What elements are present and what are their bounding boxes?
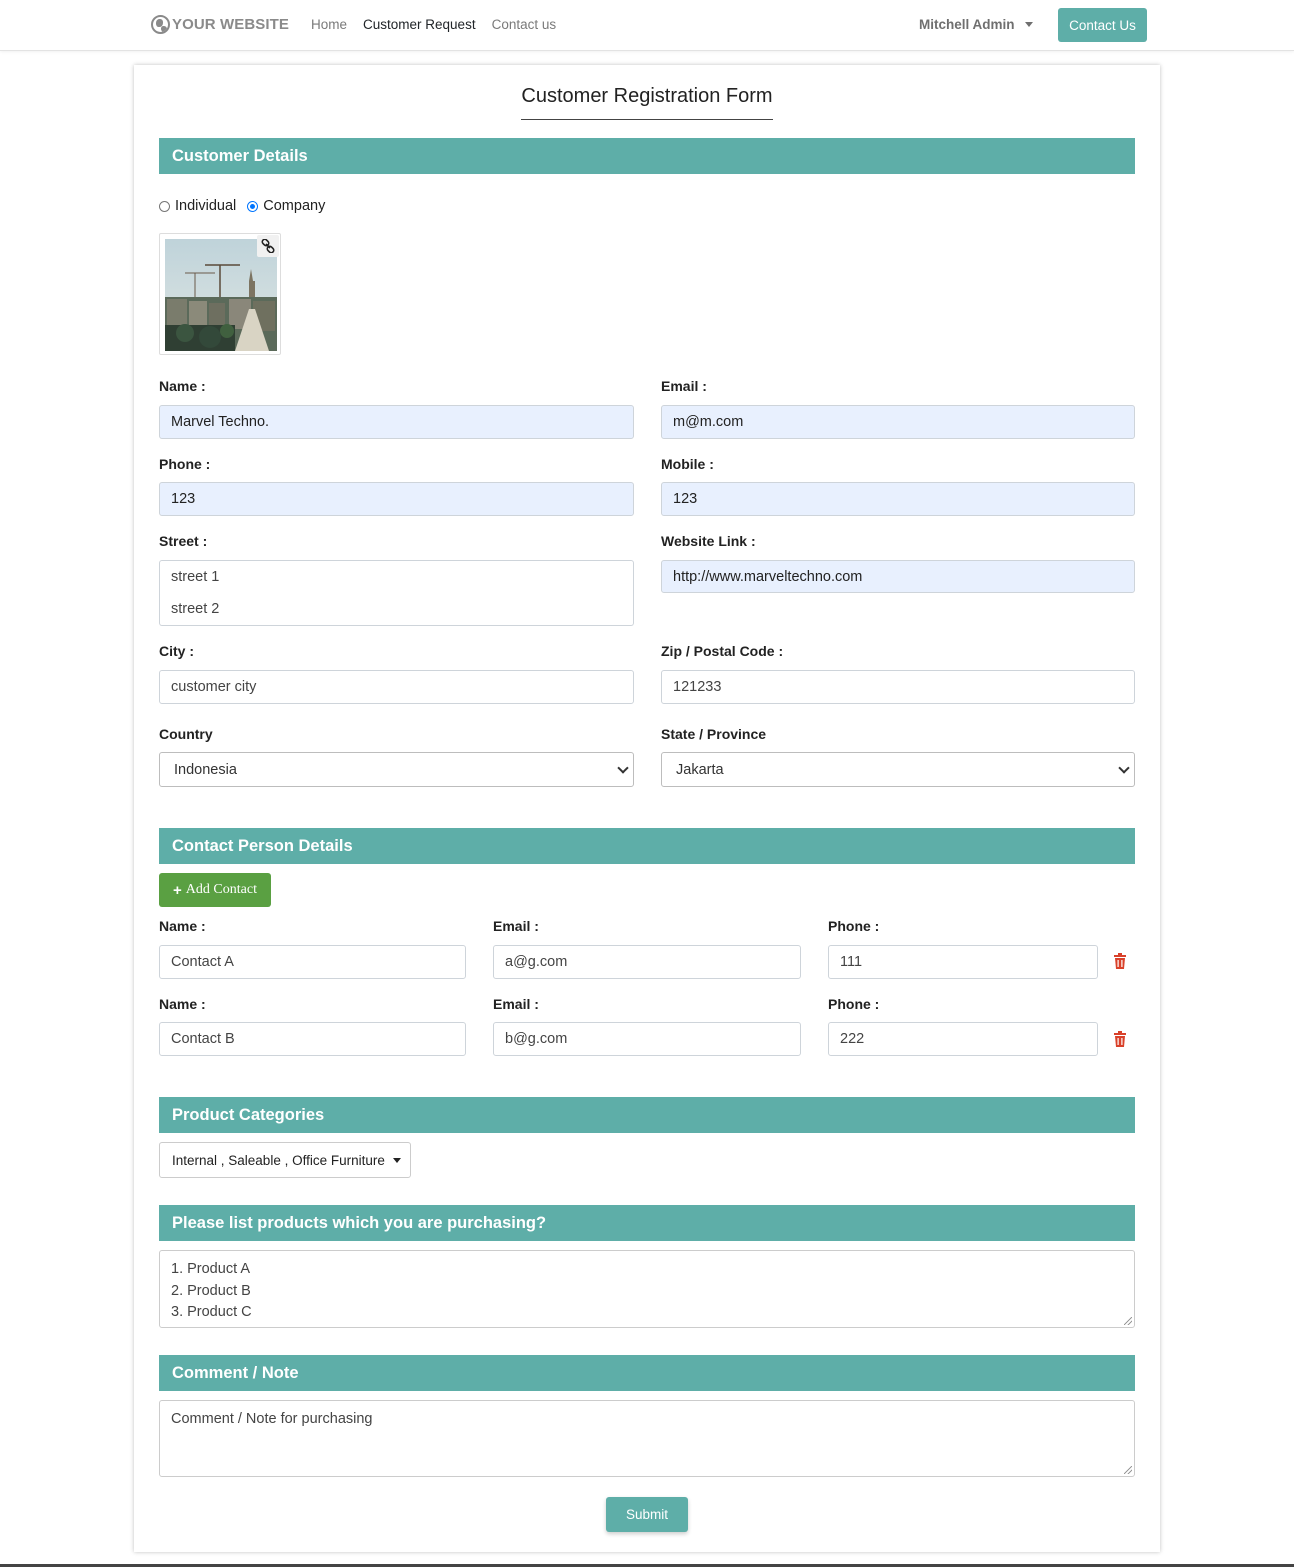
website-input[interactable]: http://www.marveltechno.com [661, 560, 1135, 593]
section-title: Product Categories [172, 1105, 325, 1124]
customer-type-radio-group [159, 198, 336, 214]
street2-input[interactable]: street 2 [159, 593, 634, 626]
zip-input[interactable]: 121233 [661, 670, 1135, 704]
mobile-input[interactable]: 123 [661, 482, 1135, 516]
link-icon[interactable] [257, 235, 279, 257]
add-contact-label: Add Contact [185, 882, 257, 897]
city-input[interactable]: customer city [159, 670, 634, 704]
contact-phone-label: Phone : [828, 996, 880, 1012]
user-name: Mitchell Admin [919, 17, 1015, 32]
name-input[interactable]: Marvel Techno. [159, 405, 634, 439]
comment-textarea[interactable] [159, 1400, 1135, 1477]
product-line: 1. Product A [171, 1261, 250, 1277]
radio-individual-label[interactable]: Individual [175, 198, 237, 214]
chevron-down-icon [1118, 762, 1129, 773]
contact-name-input[interactable]: Contact B [159, 1022, 466, 1056]
delete-contact-icon[interactable] [1113, 1031, 1127, 1047]
delete-contact-icon[interactable] [1113, 953, 1127, 969]
street-label: Street : [159, 533, 208, 549]
nav-link-customer-request[interactable]: Customer Request [363, 17, 476, 32]
mobile-label: Mobile : [661, 456, 714, 472]
contact-email-input[interactable]: b@g.com [493, 1022, 801, 1056]
street1-input[interactable]: street 1 [159, 560, 634, 594]
radio-company-label[interactable]: Company [263, 198, 326, 214]
products-textarea[interactable] [159, 1250, 1135, 1328]
contact-email-label: Email : [493, 996, 539, 1012]
submit-button[interactable]: Submit [606, 1497, 688, 1532]
phone-input[interactable]: 123 [159, 482, 634, 516]
product-line: 3. Product C [171, 1304, 252, 1320]
city-label: City : [159, 643, 194, 659]
contact-email-input[interactable]: a@g.com [493, 945, 801, 979]
country-value: Indonesia [174, 761, 237, 778]
product-categories-dropdown[interactable] [159, 1142, 411, 1178]
chevron-down-icon [617, 762, 628, 773]
state-label: State / Province [661, 726, 767, 742]
registration-card [134, 65, 1160, 1552]
plus-icon: + [173, 881, 182, 899]
form-title: Customer Registration Form [521, 85, 773, 120]
country-select[interactable] [159, 752, 634, 787]
logo-text: YOUR WEBSITE [172, 16, 290, 33]
nav-link-contact-us[interactable]: Contact us [491, 17, 557, 32]
email-input[interactable]: m@m.com [661, 405, 1135, 439]
section-title: Contact Person Details [172, 836, 353, 855]
section-title: Customer Details [172, 146, 308, 165]
website-label: Website Link : [661, 533, 756, 549]
categories-value: Internal , Saleable , Office Furniture [172, 1152, 385, 1168]
globe-icon [151, 15, 170, 34]
resize-handle-icon[interactable] [1124, 1466, 1132, 1474]
nav-link-home[interactable]: Home [311, 17, 348, 32]
top-navbar [0, 0, 1294, 51]
contact-name-input[interactable]: Contact A [159, 945, 466, 979]
section-customer-details [159, 138, 1135, 174]
section-title: Comment / Note [172, 1363, 299, 1382]
contact-name-label: Name : [159, 918, 206, 934]
caret-down-icon [1025, 22, 1033, 27]
email-label: Email : [661, 378, 707, 394]
caret-down-icon [393, 1158, 401, 1163]
add-contact-button[interactable] [159, 873, 271, 907]
contact-email-label: Email : [493, 918, 539, 934]
state-select[interactable] [661, 752, 1135, 787]
section-purchasing-products [159, 1205, 1135, 1241]
section-title: Please list products which you are purchasing? [172, 1213, 547, 1232]
contact-phone-label: Phone : [828, 918, 880, 934]
section-comment-note [159, 1355, 1135, 1391]
user-menu[interactable] [919, 17, 1033, 32]
nav-links [303, 17, 564, 32]
country-label: Country [159, 726, 213, 742]
site-logo[interactable] [151, 15, 289, 34]
phone-label: Phone : [159, 456, 211, 472]
resize-handle-icon[interactable] [1124, 1317, 1132, 1325]
state-value: Jakarta [676, 761, 724, 778]
radio-individual[interactable] [159, 201, 170, 212]
contact-phone-input[interactable]: 111 [828, 945, 1098, 979]
product-line: 2. Product B [171, 1282, 251, 1299]
name-label: Name : [159, 378, 206, 394]
zip-label: Zip / Postal Code : [661, 643, 784, 659]
contact-us-button[interactable]: Contact Us [1058, 8, 1147, 42]
comment-placeholder: Comment / Note for purchasing [171, 1411, 373, 1427]
contact-name-label: Name : [159, 996, 206, 1012]
contact-phone-input[interactable]: 222 [828, 1022, 1098, 1056]
section-product-categories [159, 1097, 1135, 1133]
radio-company[interactable] [247, 201, 258, 212]
section-contact-person-details [159, 828, 1135, 864]
